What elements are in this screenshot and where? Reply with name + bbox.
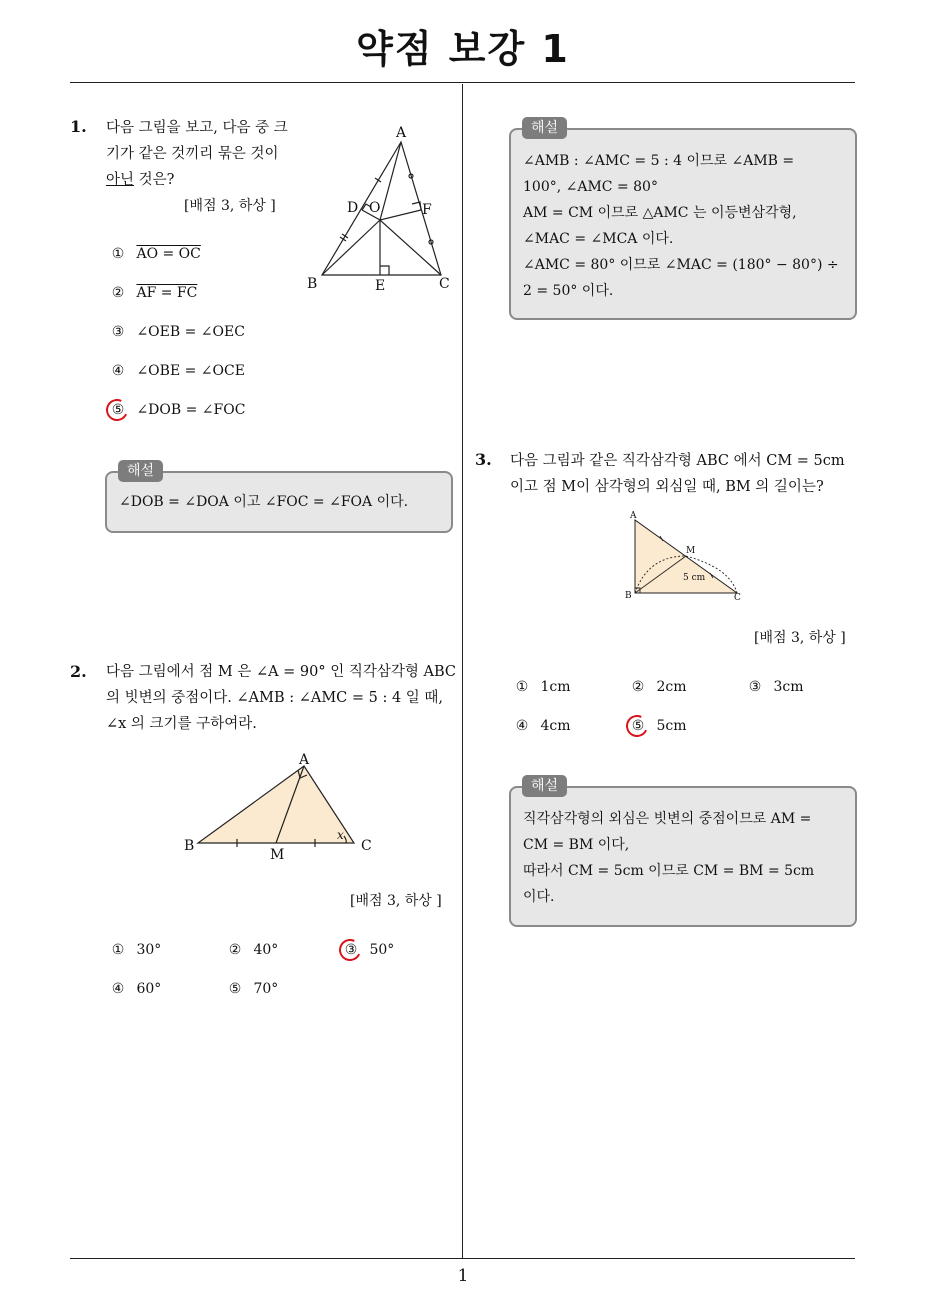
- q3-explanation-tag: 해설: [522, 775, 567, 797]
- q1-option-4-text: ∠OBE = ∠OCE: [136, 363, 245, 379]
- q1-option-5-num: ⑤: [111, 402, 125, 418]
- q3-option-2[interactable]: [630, 679, 686, 695]
- q1-option-5-text: ∠DOB = ∠FOC: [136, 402, 246, 418]
- q3-option-5-num: ⑤: [631, 718, 645, 734]
- q3-option-4[interactable]: [514, 718, 570, 734]
- q1-question-text: [106, 115, 306, 193]
- q3-figure: [620, 508, 750, 603]
- q1-line-1: 다음 그림을 보고, 다음 중 크: [106, 120, 288, 136]
- q2-label-m: M: [270, 847, 285, 863]
- q3-label-m: M: [686, 546, 696, 556]
- q3-option-3-text: 3cm: [773, 679, 804, 695]
- q3-line-2: 이고 점 M이 삼각형의 외심일 때, BM 의 길이는?: [510, 479, 824, 495]
- q1-line-2: 기가 같은 것끼리 묶은 것이: [106, 146, 279, 162]
- q1-option-1-num: ①: [111, 246, 125, 262]
- q3-explanation-text: [523, 806, 849, 910]
- q2-number: 2.: [70, 662, 87, 681]
- q2-option-5[interactable]: [227, 981, 278, 997]
- q2-option-4[interactable]: [110, 981, 161, 997]
- q1-option-1[interactable]: [110, 246, 201, 262]
- q2-option-2[interactable]: [227, 942, 278, 958]
- q2-figure: [180, 748, 380, 863]
- q2-explanation-tag: 해설: [522, 117, 567, 139]
- q1-answer-mark: [103, 396, 131, 424]
- q2-explanation-line-2: 100°, ∠AMC = 80°: [523, 179, 658, 195]
- page-number: 1: [457, 1266, 469, 1286]
- q2-explanation-box: [509, 128, 857, 320]
- q2-explanation-line-4: ∠MAC = ∠MCA 이다.: [523, 231, 674, 247]
- q2-option-5-num: ⑤: [228, 981, 242, 997]
- q3-label-b: B: [625, 591, 632, 601]
- top-rule: [70, 82, 855, 83]
- q3-question-text: [510, 448, 860, 500]
- q2-option-1-text: 30°: [136, 942, 162, 958]
- q2-question-text: [106, 659, 456, 737]
- q2-label-x: x: [337, 828, 344, 842]
- q1-right-angle-e: [380, 266, 389, 275]
- q2-option-1-num: ①: [111, 942, 125, 958]
- q3-option-3-num: ③: [748, 679, 762, 695]
- q3-explanation-line-2: CM = BM 이다,: [523, 837, 630, 853]
- q1-option-2-num: ②: [111, 285, 125, 301]
- q1-option-4-num: ④: [111, 363, 125, 379]
- page-title: 약점 보강 1: [356, 27, 570, 71]
- q1-label-f: F: [422, 202, 432, 218]
- q1-line-3-underlined: 아닌: [106, 172, 135, 188]
- q2-explanation-line-3: AM = CM 이므로 △AMC 는 이등변삼각형,: [523, 205, 797, 221]
- q3-answer-mark: [623, 712, 651, 740]
- q1-figure: [300, 118, 460, 298]
- q1-explanation-text: ∠DOB = ∠DOA 이고 ∠FOC = ∠FOA 이다.: [119, 494, 409, 510]
- q3-label-c: C: [734, 593, 741, 603]
- q3-label-a: A: [630, 511, 637, 521]
- q1-label-d: D: [347, 200, 359, 216]
- q1-line-3-rest: 것은?: [134, 172, 175, 188]
- q2-explanation-line-5: ∠AMC = 80° 이므로 ∠MAC = (180° − 80°) ÷: [523, 257, 839, 273]
- q1-option-3[interactable]: [110, 324, 245, 340]
- q2-option-4-num: ④: [111, 981, 125, 997]
- q3-label-length: 5 cm: [683, 573, 706, 583]
- q2-option-1[interactable]: [110, 942, 161, 958]
- q1-label-b: B: [307, 276, 318, 292]
- q1-option-1-text: AO = OC: [136, 246, 201, 262]
- q3-option-1[interactable]: [514, 679, 570, 695]
- q2-triangle-abc: [198, 766, 354, 843]
- q2-answer-mark: [336, 936, 364, 964]
- q2-label-a: A: [299, 752, 310, 768]
- q3-option-2-text: 2cm: [656, 679, 687, 695]
- q1-line-bo: [322, 220, 380, 275]
- q3-explanation-box: [509, 786, 857, 927]
- q2-option-3-text: 50°: [369, 942, 395, 958]
- q1-score: [배점 3, 하상 ]: [184, 198, 276, 214]
- q2-label-c: C: [361, 838, 372, 854]
- q2-option-3-num: ③: [344, 942, 358, 958]
- q3-option-5-text: 5cm: [656, 718, 687, 734]
- q1-explanation-tag: 해설: [118, 460, 163, 482]
- q1-label-o: O: [369, 200, 381, 216]
- q3-line-1: 다음 그림과 같은 직각삼각형 ABC 에서 CM = 5cm: [510, 453, 845, 469]
- q3-option-4-text: 4cm: [540, 718, 571, 734]
- q2-label-b: B: [184, 838, 195, 854]
- q2-explanation-line-1: ∠AMB : ∠AMC = 5 : 4 이므로 ∠AMB =: [523, 153, 795, 169]
- q3-score: [배점 3, 하상 ]: [754, 630, 846, 646]
- q2-option-4-text: 60°: [136, 981, 162, 997]
- q2-line-2: 의 빗변의 중점이다. ∠AMB : ∠AMC = 5 : 4 일 때,: [106, 690, 444, 706]
- bottom-rule: [70, 1258, 855, 1259]
- q3-option-1-text: 1cm: [540, 679, 571, 695]
- q3-explanation-line-3: 따라서 CM = 5cm 이므로 CM = BM = 5cm: [523, 863, 815, 879]
- q3-explanation-line-1: 직각삼각형의 외심은 빗변의 중점이므로 AM =: [523, 811, 812, 827]
- q3-option-2-num: ②: [631, 679, 645, 695]
- q2-option-2-text: 40°: [253, 942, 279, 958]
- q1-option-5[interactable]: [110, 402, 245, 418]
- q1-option-2-text: AF = FC: [136, 285, 198, 301]
- q1-number: 1.: [70, 117, 87, 136]
- q1-label-a: A: [396, 125, 407, 141]
- q2-option-5-text: 70°: [253, 981, 279, 997]
- q2-line-3: ∠x 의 크기를 구하여라.: [106, 716, 257, 732]
- q1-option-3-num: ③: [111, 324, 125, 340]
- q2-option-2-num: ②: [228, 942, 242, 958]
- q3-number: 3.: [475, 450, 492, 469]
- q1-option-2[interactable]: [110, 285, 197, 301]
- q1-option-4[interactable]: [110, 363, 245, 379]
- q3-option-1-num: ①: [515, 679, 529, 695]
- q2-line-1: 다음 그림에서 점 M 은 ∠A = 90° 인 직각삼각형 ABC: [106, 664, 456, 680]
- q2-explanation-line-6: 2 = 50° 이다.: [523, 283, 614, 299]
- q3-explanation-line-4: 이다.: [523, 889, 555, 905]
- q1-label-e: E: [375, 278, 386, 294]
- q1-label-c: C: [439, 276, 450, 292]
- q2-score: [배점 3, 하상 ]: [350, 893, 442, 909]
- column-divider: [462, 84, 463, 1259]
- q1-line-of: [380, 210, 421, 220]
- q1-line-ao: [380, 142, 401, 220]
- q2-explanation-text: [523, 148, 849, 304]
- q1-option-3-text: ∠OEB = ∠OEC: [136, 324, 245, 340]
- q3-option-3[interactable]: [747, 679, 803, 695]
- q3-option-4-num: ④: [515, 718, 529, 734]
